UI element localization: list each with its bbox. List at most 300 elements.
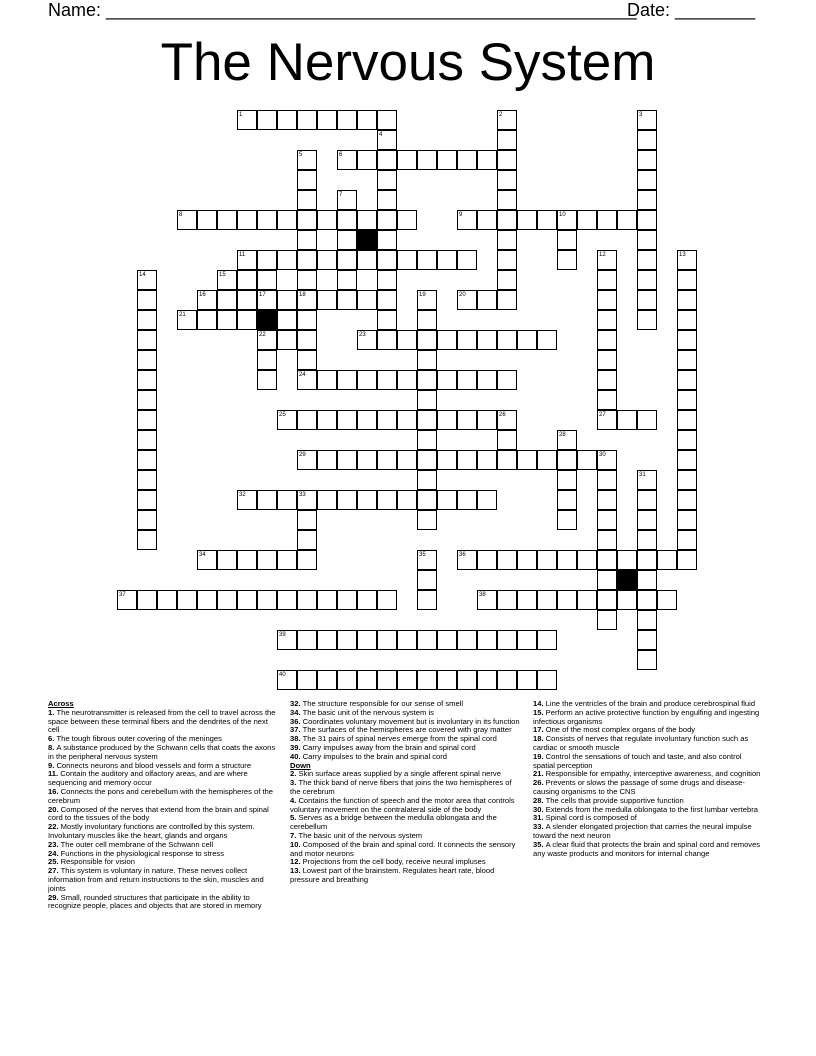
grid-cell[interactable] [497, 190, 517, 210]
grid-cell[interactable] [397, 370, 417, 390]
grid-cell[interactable] [637, 110, 657, 130]
grid-cell[interactable] [177, 210, 197, 230]
grid-cell[interactable] [277, 250, 297, 270]
grid-cell[interactable] [457, 630, 477, 650]
grid-cell[interactable] [637, 150, 657, 170]
grid-cell[interactable] [137, 370, 157, 390]
grid-cell[interactable] [637, 650, 657, 670]
grid-cell[interactable] [297, 590, 317, 610]
grid-cell[interactable] [317, 670, 337, 690]
grid-cell[interactable] [357, 630, 377, 650]
grid-cell[interactable] [297, 150, 317, 170]
grid-cell[interactable] [617, 590, 637, 610]
grid-cell[interactable] [137, 450, 157, 470]
grid-cell[interactable] [597, 530, 617, 550]
grid-cell[interactable] [417, 350, 437, 370]
grid-cell[interactable] [557, 230, 577, 250]
grid-cell[interactable] [597, 210, 617, 230]
grid-cell[interactable] [397, 410, 417, 430]
grid-cell[interactable] [657, 550, 677, 570]
grid-cell[interactable] [297, 270, 317, 290]
grid-cell[interactable] [437, 450, 457, 470]
grid-cell[interactable] [237, 590, 257, 610]
grid-cell[interactable] [417, 470, 437, 490]
grid-cell[interactable] [137, 390, 157, 410]
grid-cell[interactable] [377, 410, 397, 430]
grid-cell[interactable] [637, 570, 657, 590]
grid-cell[interactable] [597, 470, 617, 490]
grid-cell[interactable] [237, 270, 257, 290]
grid-cell[interactable] [617, 410, 637, 430]
grid-cell[interactable] [677, 510, 697, 530]
grid-cell[interactable] [457, 250, 477, 270]
grid-cell[interactable] [477, 670, 497, 690]
grid-cell[interactable] [677, 390, 697, 410]
grid-cell[interactable] [417, 670, 437, 690]
grid-cell[interactable] [677, 470, 697, 490]
grid-cell[interactable] [557, 490, 577, 510]
grid-cell[interactable] [417, 410, 437, 430]
grid-cell[interactable] [277, 410, 297, 430]
grid-cell[interactable] [417, 430, 437, 450]
grid-cell[interactable] [437, 490, 457, 510]
grid-cell[interactable] [377, 230, 397, 250]
grid-cell[interactable] [637, 170, 657, 190]
grid-cell[interactable] [517, 630, 537, 650]
grid-cell[interactable] [477, 410, 497, 430]
grid-cell[interactable] [517, 450, 537, 470]
grid-cell[interactable] [377, 110, 397, 130]
grid-cell[interactable] [397, 250, 417, 270]
grid-cell[interactable] [497, 630, 517, 650]
grid-cell[interactable] [377, 310, 397, 330]
grid-cell[interactable] [617, 210, 637, 230]
grid-cell[interactable] [477, 490, 497, 510]
grid-cell[interactable] [477, 450, 497, 470]
grid-cell[interactable] [277, 490, 297, 510]
grid-cell[interactable] [457, 370, 477, 390]
grid-cell[interactable] [417, 290, 437, 310]
grid-cell[interactable] [637, 270, 657, 290]
grid-cell[interactable] [357, 250, 377, 270]
grid-cell[interactable] [637, 510, 657, 530]
grid-cell[interactable] [497, 210, 517, 230]
grid-cell[interactable] [337, 490, 357, 510]
grid-cell[interactable] [197, 290, 217, 310]
grid-cell[interactable] [457, 150, 477, 170]
grid-cell[interactable] [637, 490, 657, 510]
grid-cell[interactable] [497, 250, 517, 270]
grid-cell[interactable] [397, 670, 417, 690]
grid-cell[interactable] [297, 330, 317, 350]
grid-cell[interactable] [677, 270, 697, 290]
grid-cell[interactable] [277, 550, 297, 570]
grid-cell[interactable] [297, 530, 317, 550]
grid-cell[interactable] [357, 150, 377, 170]
grid-cell[interactable] [557, 510, 577, 530]
grid-cell[interactable] [677, 430, 697, 450]
grid-cell[interactable] [597, 370, 617, 390]
grid-cell[interactable] [377, 190, 397, 210]
grid-cell[interactable] [337, 410, 357, 430]
grid-cell[interactable] [337, 270, 357, 290]
grid-cell[interactable] [137, 350, 157, 370]
grid-cell[interactable] [597, 510, 617, 530]
grid-cell[interactable] [297, 190, 317, 210]
grid-cell[interactable] [157, 590, 177, 610]
grid-cell[interactable] [377, 130, 397, 150]
grid-cell[interactable] [557, 470, 577, 490]
grid-cell[interactable] [357, 330, 377, 350]
grid-cell[interactable] [317, 290, 337, 310]
grid-cell[interactable] [677, 330, 697, 350]
grid-cell[interactable] [597, 490, 617, 510]
grid-cell[interactable] [557, 250, 577, 270]
grid-cell[interactable] [637, 210, 657, 230]
grid-cell[interactable] [517, 210, 537, 230]
grid-cell[interactable] [637, 530, 657, 550]
grid-cell[interactable] [277, 290, 297, 310]
grid-cell[interactable] [457, 290, 477, 310]
grid-cell[interactable] [297, 450, 317, 470]
grid-cell[interactable] [497, 370, 517, 390]
grid-cell[interactable] [637, 130, 657, 150]
grid-cell[interactable] [337, 290, 357, 310]
grid-cell[interactable] [457, 210, 477, 230]
grid-cell[interactable] [637, 590, 657, 610]
grid-cell[interactable] [597, 390, 617, 410]
grid-cell[interactable] [677, 350, 697, 370]
grid-cell[interactable] [297, 510, 317, 530]
grid-cell[interactable] [377, 630, 397, 650]
grid-cell[interactable] [497, 330, 517, 350]
grid-cell[interactable] [197, 550, 217, 570]
grid-cell[interactable] [317, 410, 337, 430]
grid-cell[interactable] [417, 510, 437, 530]
grid-cell[interactable] [397, 630, 417, 650]
grid-cell[interactable] [297, 490, 317, 510]
grid-cell[interactable] [557, 550, 577, 570]
grid-cell[interactable] [257, 490, 277, 510]
grid-cell[interactable] [257, 330, 277, 350]
grid-cell[interactable] [237, 550, 257, 570]
grid-cell[interactable] [417, 370, 437, 390]
grid-cell[interactable] [637, 290, 657, 310]
grid-cell[interactable] [577, 550, 597, 570]
grid-cell[interactable] [317, 210, 337, 230]
grid-cell[interactable] [537, 590, 557, 610]
grid-cell[interactable] [377, 210, 397, 230]
grid-cell[interactable] [237, 110, 257, 130]
grid-cell[interactable] [257, 550, 277, 570]
grid-cell[interactable] [557, 430, 577, 450]
grid-cell[interactable] [637, 550, 657, 570]
grid-cell[interactable] [557, 210, 577, 230]
grid-cell[interactable] [597, 250, 617, 270]
grid-cell[interactable] [497, 170, 517, 190]
grid-cell[interactable] [237, 210, 257, 230]
grid-cell[interactable] [137, 330, 157, 350]
grid-cell[interactable] [137, 270, 157, 290]
grid-cell[interactable] [417, 570, 437, 590]
grid-cell[interactable] [297, 370, 317, 390]
grid-cell[interactable] [297, 350, 317, 370]
grid-cell[interactable] [597, 350, 617, 370]
grid-cell[interactable] [197, 310, 217, 330]
grid-cell[interactable] [177, 590, 197, 610]
grid-cell[interactable] [437, 250, 457, 270]
grid-cell[interactable] [397, 490, 417, 510]
grid-cell[interactable] [337, 250, 357, 270]
grid-cell[interactable] [217, 590, 237, 610]
grid-cell[interactable] [257, 350, 277, 370]
grid-cell[interactable] [337, 230, 357, 250]
grid-cell[interactable] [297, 210, 317, 230]
grid-cell[interactable] [377, 170, 397, 190]
grid-cell[interactable] [317, 630, 337, 650]
grid-cell[interactable] [597, 330, 617, 350]
grid-cell[interactable] [537, 670, 557, 690]
grid-cell[interactable] [637, 230, 657, 250]
grid-cell[interactable] [457, 330, 477, 350]
grid-cell[interactable] [597, 550, 617, 570]
grid-cell[interactable] [217, 550, 237, 570]
grid-cell[interactable] [577, 210, 597, 230]
grid-cell[interactable] [577, 450, 597, 470]
grid-cell[interactable] [137, 470, 157, 490]
grid-cell[interactable] [357, 450, 377, 470]
grid-cell[interactable] [397, 450, 417, 470]
grid-cell[interactable] [277, 330, 297, 350]
grid-cell[interactable] [297, 410, 317, 430]
grid-cell[interactable] [197, 590, 217, 610]
grid-cell[interactable] [437, 410, 457, 430]
grid-cell[interactable] [317, 250, 337, 270]
grid-cell[interactable] [217, 210, 237, 230]
grid-cell[interactable] [377, 290, 397, 310]
grid-cell[interactable] [257, 290, 277, 310]
grid-cell[interactable] [497, 150, 517, 170]
grid-cell[interactable] [537, 330, 557, 350]
grid-cell[interactable] [637, 310, 657, 330]
grid-cell[interactable] [497, 670, 517, 690]
grid-cell[interactable] [477, 630, 497, 650]
grid-cell[interactable] [417, 390, 437, 410]
grid-cell[interactable] [597, 570, 617, 590]
grid-cell[interactable] [417, 630, 437, 650]
grid-cell[interactable] [477, 370, 497, 390]
grid-cell[interactable] [297, 550, 317, 570]
grid-cell[interactable] [417, 490, 437, 510]
grid-cell[interactable] [497, 450, 517, 470]
grid-cell[interactable] [237, 310, 257, 330]
grid-cell[interactable] [677, 310, 697, 330]
grid-cell[interactable] [497, 270, 517, 290]
grid-cell[interactable] [417, 450, 437, 470]
grid-cell[interactable] [377, 370, 397, 390]
grid-cell[interactable] [517, 550, 537, 570]
grid-cell[interactable] [437, 630, 457, 650]
grid-cell[interactable] [317, 490, 337, 510]
grid-cell[interactable] [577, 590, 597, 610]
grid-cell[interactable] [477, 550, 497, 570]
grid-cell[interactable] [557, 590, 577, 610]
grid-cell[interactable] [457, 450, 477, 470]
grid-cell[interactable] [237, 290, 257, 310]
grid-cell[interactable] [257, 110, 277, 130]
name-field-label[interactable]: Name: _____________________________________________________ [48, 0, 637, 20]
grid-cell[interactable] [417, 250, 437, 270]
grid-cell[interactable] [497, 110, 517, 130]
grid-cell[interactable] [297, 310, 317, 330]
grid-cell[interactable] [277, 310, 297, 330]
grid-cell[interactable] [397, 330, 417, 350]
grid-cell[interactable] [277, 210, 297, 230]
grid-cell[interactable] [357, 590, 377, 610]
grid-cell[interactable] [497, 410, 517, 430]
grid-cell[interactable] [137, 290, 157, 310]
grid-cell[interactable] [437, 370, 457, 390]
grid-cell[interactable] [597, 270, 617, 290]
grid-cell[interactable] [357, 490, 377, 510]
grid-cell[interactable] [537, 210, 557, 230]
grid-cell[interactable] [297, 290, 317, 310]
grid-cell[interactable] [137, 490, 157, 510]
grid-cell[interactable] [137, 410, 157, 430]
grid-cell[interactable] [137, 590, 157, 610]
grid-cell[interactable] [357, 110, 377, 130]
grid-cell[interactable] [677, 450, 697, 470]
grid-cell[interactable] [377, 250, 397, 270]
grid-cell[interactable] [437, 670, 457, 690]
grid-cell[interactable] [517, 670, 537, 690]
grid-cell[interactable] [177, 310, 197, 330]
grid-cell[interactable] [337, 630, 357, 650]
grid-cell[interactable] [677, 250, 697, 270]
grid-cell[interactable] [617, 550, 637, 570]
grid-cell[interactable] [337, 190, 357, 210]
grid-cell[interactable] [377, 590, 397, 610]
grid-cell[interactable] [477, 590, 497, 610]
grid-cell[interactable] [497, 550, 517, 570]
grid-cell[interactable] [337, 450, 357, 470]
grid-cell[interactable] [677, 530, 697, 550]
grid-cell[interactable] [357, 370, 377, 390]
grid-cell[interactable] [297, 250, 317, 270]
grid-cell[interactable] [637, 250, 657, 270]
grid-cell[interactable] [377, 150, 397, 170]
grid-cell[interactable] [317, 370, 337, 390]
grid-cell[interactable] [477, 150, 497, 170]
grid-cell[interactable] [237, 490, 257, 510]
grid-cell[interactable] [457, 550, 477, 570]
grid-cell[interactable] [597, 290, 617, 310]
grid-cell[interactable] [497, 590, 517, 610]
grid-cell[interactable] [277, 670, 297, 690]
grid-cell[interactable] [217, 270, 237, 290]
grid-cell[interactable] [517, 590, 537, 610]
grid-cell[interactable] [677, 410, 697, 430]
grid-cell[interactable] [597, 410, 617, 430]
grid-cell[interactable] [357, 410, 377, 430]
grid-cell[interactable] [637, 630, 657, 650]
grid-cell[interactable] [237, 250, 257, 270]
grid-cell[interactable] [417, 310, 437, 330]
grid-cell[interactable] [137, 430, 157, 450]
grid-cell[interactable] [337, 110, 357, 130]
grid-cell[interactable] [337, 670, 357, 690]
grid-cell[interactable] [117, 590, 137, 610]
grid-cell[interactable] [257, 210, 277, 230]
grid-cell[interactable] [297, 170, 317, 190]
grid-cell[interactable] [677, 490, 697, 510]
grid-cell[interactable] [637, 610, 657, 630]
grid-cell[interactable] [257, 370, 277, 390]
grid-cell[interactable] [417, 550, 437, 570]
grid-cell[interactable] [417, 590, 437, 610]
grid-cell[interactable] [677, 290, 697, 310]
grid-cell[interactable] [537, 450, 557, 470]
grid-cell[interactable] [457, 490, 477, 510]
grid-cell[interactable] [377, 330, 397, 350]
grid-cell[interactable] [377, 490, 397, 510]
grid-cell[interactable] [457, 410, 477, 430]
grid-cell[interactable] [317, 590, 337, 610]
grid-cell[interactable] [497, 230, 517, 250]
grid-cell[interactable] [137, 510, 157, 530]
grid-cell[interactable] [417, 330, 437, 350]
grid-cell[interactable] [137, 310, 157, 330]
grid-cell[interactable] [637, 410, 657, 430]
date-field-label[interactable]: Date: ________ [627, 0, 756, 20]
grid-cell[interactable] [637, 190, 657, 210]
grid-cell[interactable] [257, 250, 277, 270]
grid-cell[interactable] [437, 150, 457, 170]
grid-cell[interactable] [277, 630, 297, 650]
grid-cell[interactable] [537, 550, 557, 570]
grid-cell[interactable] [597, 310, 617, 330]
grid-cell[interactable] [357, 670, 377, 690]
grid-cell[interactable] [597, 450, 617, 470]
grid-cell[interactable] [377, 450, 397, 470]
grid-cell[interactable] [337, 150, 357, 170]
grid-cell[interactable] [257, 270, 277, 290]
grid-cell[interactable] [337, 370, 357, 390]
grid-cell[interactable] [317, 450, 337, 470]
grid-cell[interactable] [277, 590, 297, 610]
grid-cell[interactable] [297, 670, 317, 690]
grid-cell[interactable] [217, 310, 237, 330]
grid-cell[interactable] [477, 290, 497, 310]
grid-cell[interactable] [217, 290, 237, 310]
grid-cell[interactable] [477, 210, 497, 230]
grid-cell[interactable] [197, 210, 217, 230]
grid-cell[interactable] [677, 370, 697, 390]
grid-cell[interactable] [297, 230, 317, 250]
grid-cell[interactable] [397, 150, 417, 170]
grid-cell[interactable] [257, 590, 277, 610]
grid-cell[interactable] [277, 110, 297, 130]
grid-cell[interactable] [437, 330, 457, 350]
grid-cell[interactable] [397, 210, 417, 230]
grid-cell[interactable] [517, 330, 537, 350]
grid-cell[interactable] [537, 630, 557, 650]
grid-cell[interactable] [137, 530, 157, 550]
grid-cell[interactable] [357, 210, 377, 230]
grid-cell[interactable] [477, 330, 497, 350]
grid-cell[interactable] [597, 610, 617, 630]
grid-cell[interactable] [657, 590, 677, 610]
